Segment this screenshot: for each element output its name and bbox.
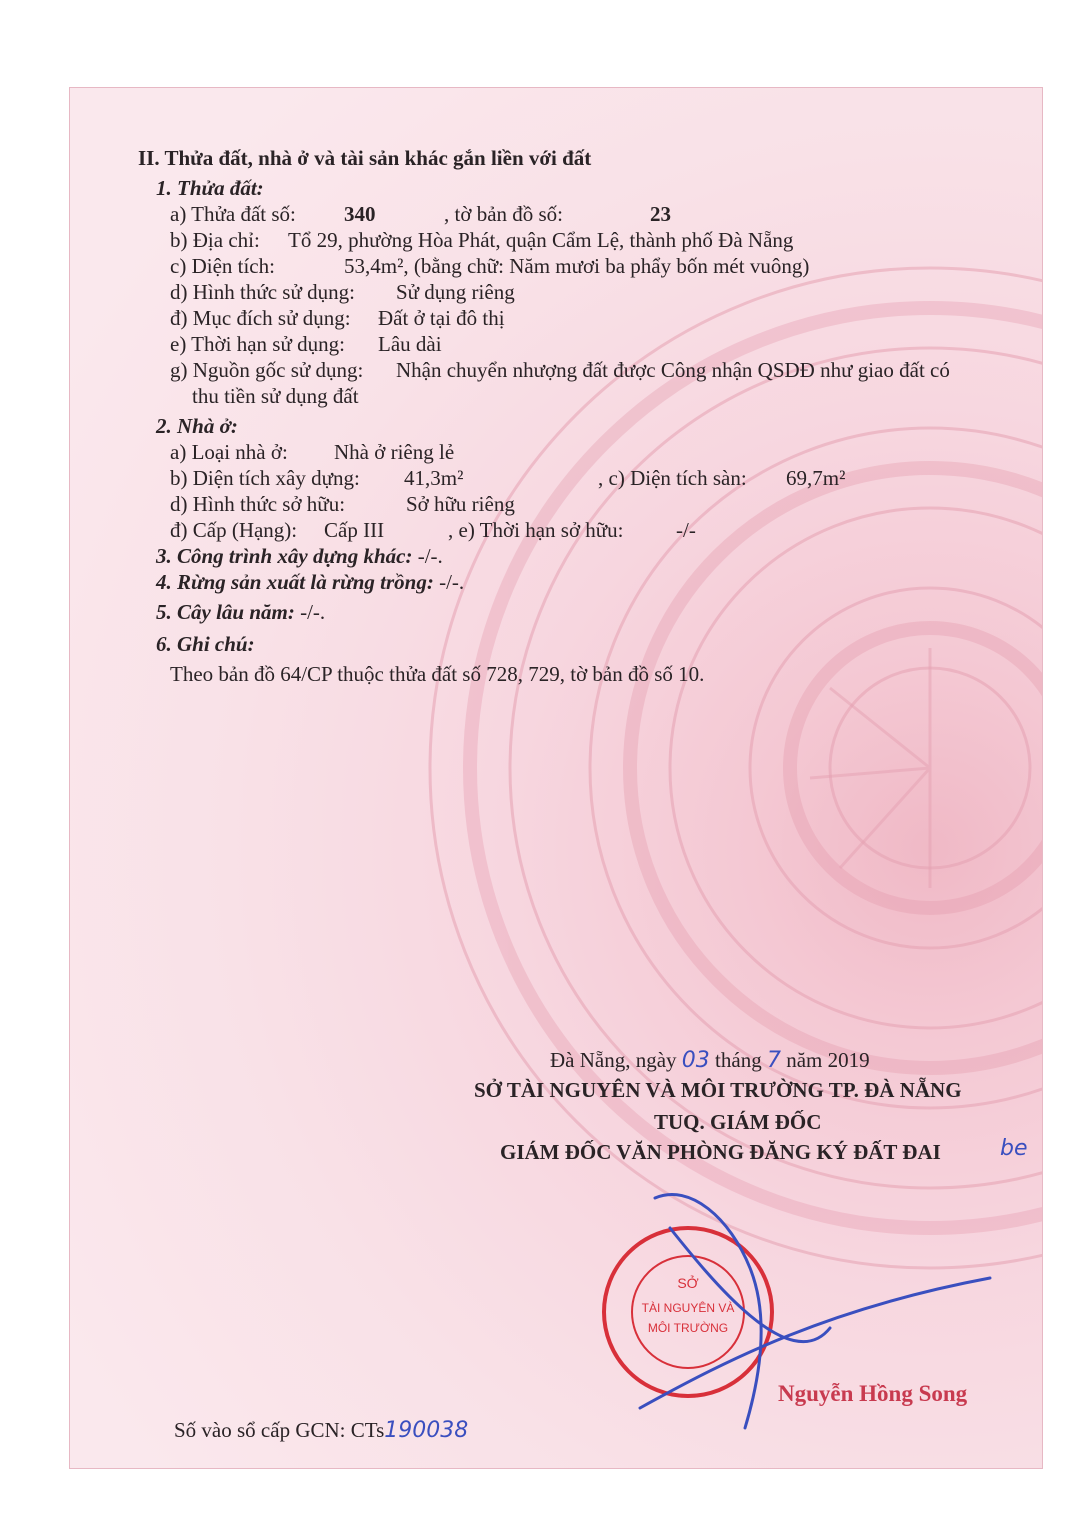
house-type-label: a) Loại nhà ở: <box>170 440 288 464</box>
built-area-label: b) Diện tích xây dựng: <box>170 466 360 490</box>
issue-day: 03 <box>681 1048 710 1073</box>
signer-name: Nguyễn Hồng Song <box>778 1381 968 1406</box>
purpose-label: đ) Mục đích sử dụng: <box>170 306 351 330</box>
built-area-value: 41,3m² <box>404 466 464 490</box>
floor-area-label: , c) Diện tích sàn: <box>598 466 747 490</box>
usage-form-value: Sử dụng riêng <box>396 280 515 304</box>
grade-value: Cấp III <box>324 518 385 542</box>
floor-area-value: 69,7m² <box>786 466 846 490</box>
seal-line3: MÔI TRƯỜNG <box>647 1321 729 1335</box>
term-label: e) Thời hạn sử dụng: <box>170 332 345 356</box>
origin-value-line1: Nhận chuyển nhượng đất được Công nhận QSDĐ như giao đất có <box>396 358 950 382</box>
own-term-label: , e) Thời hạn sở hữu: <box>448 518 624 542</box>
area-label: c) Diện tích: <box>170 254 275 278</box>
parcel-title: 1. Thửa đất: <box>156 176 264 200</box>
other-works-line: 3. Công trình xây dựng khác: -/-. <box>156 544 443 568</box>
forest-line: 4. Rừng sản xuất là rừng trồng: -/-. <box>156 570 465 594</box>
issue-date: Đà Nẵng, ngày 03 tháng 7 năm 2019 <box>550 1048 870 1073</box>
ownership-label: d) Hình thức sở hữu: <box>170 492 346 516</box>
purpose-value: Đất ở tại đô thị <box>378 306 505 330</box>
origin-value-line2: thu tiền sử dụng đất <box>192 384 359 408</box>
notes-title: 6. Ghi chú: <box>156 632 255 656</box>
signer-title: GIÁM ĐỐC VĂN PHÒNG ĐĂNG KÝ ĐẤT ĐAI <box>500 1140 941 1164</box>
map-sheet-value: 23 <box>650 202 671 226</box>
registry-number: 190038 <box>384 1418 469 1443</box>
term-value: Lâu dài <box>378 332 442 356</box>
house-type-value: Nhà ở riêng lẻ <box>334 440 455 464</box>
address-label: b) Địa chỉ: <box>170 228 260 252</box>
address-value: Tổ 29, phường Hòa Phát, quận Cẩm Lệ, thành phố Đà Nẵng <box>288 228 794 252</box>
notes-value: Theo bản đồ 64/CP thuộc thửa đất số 728, 729, tờ bản đồ số 10. <box>170 662 705 686</box>
area-value: 53,4m², (bằng chữ: Năm mươi ba phẩy bốn mét vuông) <box>344 254 810 278</box>
agency-name: SỞ TÀI NGUYÊN VÀ MÔI TRƯỜNG TP. ĐÀ NẴNG <box>474 1078 962 1102</box>
section-heading: II. Thửa đất, nhà ở và tài sản khác gắn liền với đất <box>138 146 592 170</box>
parcel-number-value: 340 <box>344 202 376 226</box>
seal-line2: TÀI NGUYÊN VÀ <box>641 1301 735 1315</box>
perennial-line: 5. Cây lâu năm: -/-. <box>156 600 326 624</box>
own-term-value: -/- <box>676 518 696 542</box>
house-title: 2. Nhà ở: <box>156 414 238 438</box>
registry-line: Số vào sổ cấp GCN: CTs190038 <box>174 1418 469 1443</box>
certificate-page <box>70 88 1042 1468</box>
map-sheet-label: , tờ bản đồ số: <box>444 202 564 226</box>
origin-label: g) Nguồn gốc sử dụng: <box>170 358 364 382</box>
parcel-number-label: a) Thửa đất số: <box>170 202 296 226</box>
grade-label: đ) Cấp (Hạng): <box>170 518 298 542</box>
usage-form-label: d) Hình thức sử dụng: <box>170 280 355 304</box>
issue-month: 7 <box>766 1048 781 1073</box>
seal-line1: SỞ <box>677 1275 699 1291</box>
handwritten-initial: be <box>1000 1136 1028 1161</box>
delegation-title: TUQ. GIÁM ĐỐC <box>654 1110 822 1134</box>
ownership-value: Sở hữu riêng <box>406 492 515 516</box>
